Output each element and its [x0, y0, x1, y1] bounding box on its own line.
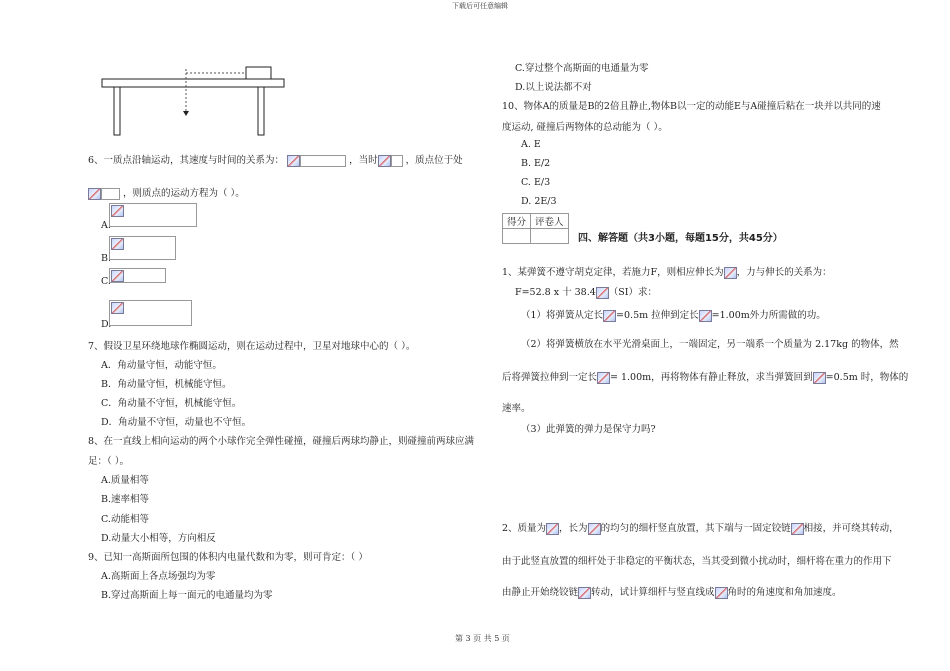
formula-image-icon: [287, 155, 300, 167]
table-block-figure: [95, 55, 295, 140]
formula-image-icon: [111, 302, 124, 314]
p1-sub2-line2: [502, 369, 908, 384]
q9-option-a: A.高斯面上各点场强均为零: [101, 571, 216, 582]
p1-sub2-text-a: 后将弹簧拉伸到一定长: [502, 372, 598, 383]
p2-text-g: 角时的角速度和角加速度。: [727, 587, 842, 598]
p1-sub1: [521, 307, 826, 322]
score-label: 得分: [503, 214, 531, 229]
q6-text-c: ，质点位于处: [405, 155, 463, 166]
q6-text-a: 6、一质点沿轴运动，其速度与时间的关系为：: [88, 155, 285, 166]
p1-sub2-line3: 速率。: [502, 403, 531, 414]
q6-option-d-label: D.: [101, 319, 112, 330]
formula-image-icon: [724, 267, 737, 279]
q9-option-b: B.穿过高斯面上每一面元的电通量均为零: [101, 590, 273, 601]
p2-line2: 由于此竖直放置的细杆处于非稳定的平衡状态，当其受到微小扰动时，细杆将在重力的作用下: [502, 556, 892, 567]
p1-sub1-text-b: =0.5m 拉伸到定长: [616, 310, 699, 321]
p2-text-b: ，长为: [559, 523, 588, 534]
q7-option-d: D．角动量不守恒，动量也不守恒。: [101, 417, 252, 428]
formula-image-icon: [111, 238, 124, 250]
formula-image-icon: [578, 587, 591, 599]
p2-line1: [502, 520, 899, 535]
p1-sub2-line1: （2）将弹簧横放在水平光滑桌面上，一端固定，另一端系一个质量为 2.17kg 的物体，然: [521, 339, 899, 350]
p2-text-f: 转动，试计算细杆与竖直线成: [591, 587, 715, 598]
formula-image-icon: [546, 523, 559, 535]
formula-image-icon: [378, 155, 391, 167]
p1-sub2-text-c: =0.5m 时，物体的: [825, 372, 909, 383]
q10-option-d: D. 2E/3: [521, 196, 557, 207]
score-table: [502, 213, 569, 244]
q6-option-b-image: [109, 236, 176, 260]
page-footer: 第 3 页 共 5 页: [455, 634, 510, 643]
q6-option-b-label: B.: [101, 253, 112, 264]
p2-text-d: 相接，并可绕其转动，: [803, 523, 899, 534]
p1-sub2-text-b: = 1.00m，再将物体有静止释放，求当弹簧回到: [610, 372, 813, 383]
q6-text-b: ，当时: [349, 155, 378, 166]
p1-sub1-text-a: （1）将弹簧从定长: [521, 310, 604, 321]
q6-option-c-label: C.: [101, 276, 111, 287]
grader-label: 评卷人: [531, 214, 569, 229]
formula-image-icon: [588, 523, 601, 535]
formula-box: [300, 155, 346, 167]
q7-stem: 7、假设卫星环绕地球作椭圆运动，则在运动过程中，卫星对地球中心的（ ）。: [88, 341, 416, 352]
p1-sub3: （3）此弹簧的弹力是保守力吗?: [521, 424, 656, 435]
formula-image-icon: [111, 270, 124, 282]
q9-option-d: D.以上说法都不对: [515, 82, 592, 93]
q6-text-d: ，则质点的运动方程为（ ）。: [123, 188, 245, 199]
formula-image-icon: [596, 287, 609, 299]
q8-option-b: B.速率相等: [101, 494, 150, 505]
q6-option-a-label: A.: [101, 220, 111, 231]
q10-option-b: B. E/2: [521, 158, 551, 169]
p1-line2: [515, 284, 657, 299]
q10-line2: 度运动, 碰撞后两物体的总动能为（ ）。: [502, 122, 668, 133]
formula-image-icon: [597, 372, 610, 384]
q6-line2: [88, 185, 245, 200]
p1-text-c: （SI）求：: [608, 287, 658, 298]
q10-option-a: A. E: [521, 139, 541, 150]
p2-line3: [502, 584, 842, 599]
q6-option-c-image: [109, 268, 166, 283]
formula-image-icon: [603, 310, 616, 322]
section-title: 四、解答题（共3小题，每题15分，共45分）: [578, 233, 783, 244]
q10-option-c: C. E/3: [521, 177, 551, 188]
q8-line2: 足：（ ）。: [88, 456, 130, 467]
p2-text-a: 2、质量为: [502, 523, 547, 534]
p1-formula-text: F=52.8 x 十 38.4: [515, 287, 596, 298]
q9-stem: 9、已知一高斯面所包围的体积内电量代数和为零，则可肯定：（ ）: [88, 552, 368, 563]
formula-box: [391, 155, 403, 167]
q7-option-a: A．角动量守恒，动能守恒。: [101, 360, 222, 371]
q9-option-c: C.穿过整个高斯面的电通量为零: [515, 63, 649, 74]
q6-option-d-image: [109, 300, 192, 326]
q6-line1: [88, 152, 463, 167]
formula-image-icon: [813, 372, 826, 384]
score-cell[interactable]: [503, 229, 531, 244]
q8-option-a: A.质量相等: [101, 475, 149, 486]
q7-option-c: C．角动量不守恒，机械能守恒。: [101, 398, 242, 409]
formula-image-icon: [699, 310, 712, 322]
q10-line1: 10、物体A的质量是B的2倍且静止,物体B以一定的动能E与A碰撞后粘在一块并以共同的速: [502, 101, 881, 112]
formula-image-icon: [715, 587, 728, 599]
grader-cell[interactable]: [531, 229, 569, 244]
formula-box: [101, 188, 120, 200]
q7-option-b: B．角动量守恒，机械能守恒。: [101, 379, 232, 390]
p2-text-c: 的均匀的细杆竖直放置，其下端与一固定铰链: [600, 523, 791, 534]
formula-image-icon: [111, 205, 124, 217]
formula-image-icon: [791, 523, 804, 535]
q8-option-d: D.动量大小相等，方向相反: [101, 533, 216, 544]
page-header: 下载后可任意编辑: [452, 2, 508, 10]
q6-option-a-image: [109, 203, 197, 227]
q8-option-c: C.动能相等: [101, 514, 149, 525]
q8-line1: 8、在一直线上相向运动的两个小球作完全弹性碰撞，碰撞后两球均静止，则碰撞前两球应满: [88, 436, 475, 447]
p1-line1: [502, 264, 832, 279]
formula-image-icon: [88, 188, 101, 200]
p1-text-a: 1、某弹簧不遵守胡克定律，若施力F，则相应伸长为: [502, 267, 724, 278]
p1-text-b: ，力与伸长的关系为：: [736, 267, 832, 278]
p1-sub1-text-c: =1.00m外力所需做的功。: [711, 310, 826, 321]
p2-text-e: 由静止开始绕铰链: [502, 587, 579, 598]
